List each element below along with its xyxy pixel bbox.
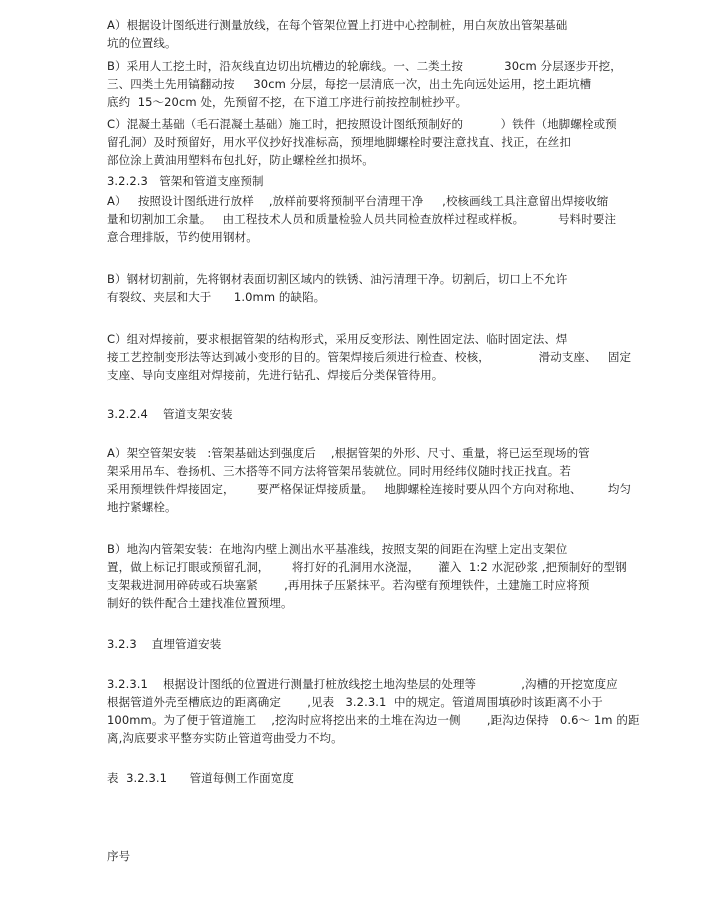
text-line-content: B）钢材切割前，先将钢材表面切割区域内的铁锈、油污清理干净。切割后，切口上不允许 [107,272,568,286]
text-line [107,407,233,421]
text-line-content: 地拧紧螺栓。 [107,500,177,514]
text-line-content: A）根据设计图纸进行测量放线，在每个管架位置上打进中心控制桩，用白灰放出管架基础 [107,18,568,32]
text-line-content: C）组对焊接前，要求根据管架的结构形式，采用反变形法、刚性固定法、临时固定法、焊 [107,332,568,346]
text-line-content: 置，做上标记打眼或预留孔洞， 将打好的孔洞用水浇湿， 灌入 1:2 水泥砂浆 ,把预制好的型钢 [107,560,627,574]
text-line-content: 支架栽进洞用碎砖或石块塞紧 ,再用抹子压紧抹平。若沟壁有预埋铁件，土建施工时应将预 [107,578,590,592]
text-line [107,117,617,131]
text-line-content: 3.2.2.3 管架和管道支座预制 [107,174,264,188]
text-line-content: 制好的铁件配合土建找准位置预埋。 [107,596,293,610]
text-line [107,230,258,244]
text-line [107,212,616,226]
text-line-content: 意合理排版，节约使用钢材。 [107,230,258,244]
text-line-content: C）混凝土基础（毛石混凝土基础）施工时，把按照设计图纸预制好的 ）铁件（地脚螺栓或预 [107,117,617,131]
text-line-content: 离,沟底要求平整夯实防止管道弯曲受力不均。 [107,731,343,745]
text-line-content: 序号 [107,849,131,863]
text-line [107,290,325,304]
text-line [107,36,177,50]
text-line [107,135,571,149]
text-line [107,332,568,346]
text-line-content: 3.2.3.1 根据设计图纸的位置进行测量打桩放线挖土地沟垫层的处理等 ,沟槽的开挖宽度应 [107,677,618,691]
text-line [107,542,567,556]
text-line [107,77,591,91]
text-line-content: 根据管道外壳至槽底边的距离确定 ,见表 3.2.3.1 中的规定。管道周围填砂时该距离不小于 [107,695,603,709]
text-line-content: 3.2.3 直埋管道安装 [107,637,222,651]
text-line-content: 坑的位置线。 [107,36,177,50]
text-line-content: B）地沟内管架安装：在地沟内壁上测出水平基准线，按照支架的间距在沟壁上定出支架位 [107,542,568,556]
text-line-content: 采用预埋铁件焊接固定， 要严格保证焊接质量。 地脚螺栓连接时要从四个方向对称地、 均匀 [107,482,632,496]
text-line [107,272,567,286]
text-line-content: 架采用吊车、卷扬机、三木搭等不同方法将管架吊装就位。同时用经纬仪随时找正找直。若 [107,464,571,478]
text-line-content: 留孔洞）及时预留好，用水平仪抄好找准标高，预埋地脚螺栓时要注意找直、找正，在丝扣 [107,135,571,149]
text-line [107,174,264,188]
text-line [107,464,571,478]
text-line-content: 量和切割加工余量。 由工程技术人员和质量检验人员共同检查放样过程或样板。 号料时要注 [107,212,617,226]
text-line [107,482,631,496]
text-line [107,18,567,32]
text-line-content: 支座、导向支座组对焊接前，先进行钻孔、焊接后分类保管待用。 [107,368,444,382]
text-line-content: 底约 15～20cm 处，先预留不挖，在下道工序进行前按控制桩抄平。 [107,95,468,109]
text-line [107,194,608,208]
text-line [107,59,622,73]
text-line-content: 三、四类土先用镐翻动按 30cm 分层，每挖一层清底一次，出土先向远处运用，挖土距坑槽 [107,77,592,91]
text-line [107,95,467,109]
text-line [107,677,618,691]
text-line [107,695,603,709]
text-line-content: 接工艺控制变形法等达到减小变形的目的。管架焊接后须进行检查、校核， 滑动支座、 固定 [107,350,632,364]
text-line [107,153,374,167]
text-line [107,578,589,592]
text-line [107,713,640,727]
text-line-content: B）采用人工挖土时，沿灰线直边切出坑槽边的轮廓线。一、二类土按 30cm 分层逐步开挖， [107,59,622,73]
text-line-content: 部位涂上黄油用塑料布包扎好，防止螺栓丝扣损坏。 [107,153,374,167]
text-line [107,560,627,574]
text-line-content: 表 3.2.3.1 管道每侧工作面宽度 [107,771,294,785]
text-line [107,446,590,460]
text-line-content: 100mm。为了便于管道施工 ,挖沟时应将挖出来的土堆在沟边一侧 ,距沟边保持 0.6～ 1m 的距 [107,713,640,727]
text-line [107,500,177,514]
text-line [107,731,343,745]
text-line-content: A） 按照设计图纸进行放样 ,放样前要将预制平台清理干净 ,校核画线工具注意留出焊接收缩 [107,194,609,208]
text-line [107,849,130,863]
text-line-content: 有裂纹、夹层和大于 1.0mm 的缺陷。 [107,290,326,304]
text-line [107,771,294,785]
text-line-content: A）架空管架安装 :管架基础达到强度后 ,根据管架的外形、尺寸、重量，将已运至现场的管 [107,446,590,460]
text-line [107,596,293,610]
text-line [107,637,221,651]
text-line-content: 3.2.2.4 管道支架安装 [107,407,233,421]
text-line [107,350,631,364]
text-line [107,368,443,382]
